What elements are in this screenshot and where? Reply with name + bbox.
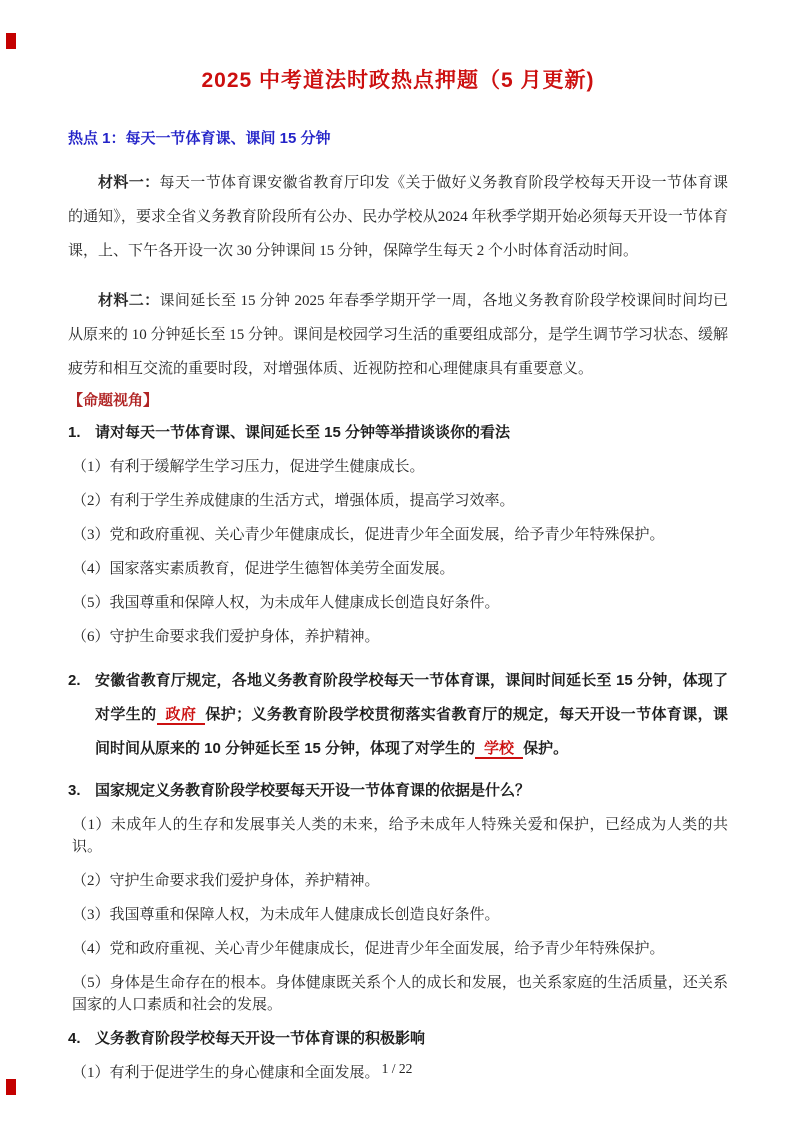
question-3-answer-1: （1）未成年人的生存和发展事关人类的未来，给予未成年人特殊关爱和保护，已经成为人类的共识。 — [72, 817, 728, 855]
question-3-number: 3. — [68, 782, 81, 799]
question-4-title: 义务教育阶段学校每天开设一节体育课的积极影响 — [95, 1030, 426, 1047]
page-edge-mark-bottom — [6, 1079, 16, 1095]
question-3-heading — [68, 780, 728, 802]
question-2-text-part-3: 保护。 — [523, 740, 569, 757]
page-number: 1 / 22 — [381, 1061, 413, 1076]
material-2-text: 课间延长至 15 分钟 2025 年春季学期开学一周，各地义务教育阶段学校课间时间均已从原来的 10 分钟延长至 15 分钟。课间是校园学习生活的重要组成部分，是学生调节学习状态、缓解疲劳和相互交流的重要时段，对增强体质、近视防控和心理健康具有重要意义。 — [68, 293, 729, 377]
question-1-answer-3: （3）党和政府重视、关心青少年健康成长，促进青少年全面发展，给予青少年特殊保护。 — [72, 527, 665, 543]
question-2-number: 2. — [68, 672, 81, 689]
question-3-answer-3: （3）我国尊重和保障人权，为未成年人健康成长创造良好条件。 — [72, 907, 500, 923]
page-content — [68, 0, 728, 1096]
question-4-answer-1: （1）有利于促进学生的身心健康和全面发展。 — [72, 1065, 380, 1081]
material-2-paragraph — [68, 284, 728, 386]
question-3-answer-2: （2）守护生命要求我们爱护身体，养护精神。 — [72, 873, 380, 889]
question-2-text-part-2: 保护；义务教育阶段学校贯彻落实省教育厅的规定，每天开设一节体育课，课间时间从原来的 10 分钟延长至 15 分钟，体现了对学生的 — [95, 706, 728, 757]
question-1-answer-6: （6）守护生命要求我们爱护身体，养护精神。 — [72, 629, 380, 645]
hotspot-heading: 热点 1：每天一节体育课、课间 15 分钟 — [68, 130, 331, 147]
question-1-answer-4: （4）国家落实素质教育，促进学生德智体美劳全面发展。 — [72, 561, 455, 577]
question-3-answer-5: （5）身体是生命存在的根本。身体健康既关系个人的成长和发展，也关系家庭的生活质量，还关系国家的人口素质和社会的发展。 — [72, 975, 728, 1013]
question-1-answer-5: （5）我国尊重和保障人权，为未成年人健康成长创造良好条件。 — [72, 595, 500, 611]
material-1-label: 材料一： — [98, 175, 160, 191]
page-title: 2025 中考道法时政热点押题（5 月更新) — [201, 69, 595, 92]
question-1-answer-2: （2）有利于学生养成健康的生活方式，增强体质，提高学习效率。 — [72, 493, 515, 509]
question-4-heading — [68, 1028, 728, 1050]
question-2-text-part-1: 安徽省教育厅规定，各地义务教育阶段学校每天一节体育课，课间时间延长至 15 分钟，体现了对学生的 — [95, 672, 728, 723]
question-2-blank-answer-2: 学校 — [475, 740, 523, 759]
page-edge-mark-top — [6, 33, 16, 49]
question-1-heading — [68, 422, 728, 444]
question-2-blank-answer-1: 政府 — [157, 706, 206, 725]
question-1-answer-1: （1）有利于缓解学生学习压力，促进学生健康成长。 — [72, 459, 425, 475]
question-1-number: 1. — [68, 424, 81, 441]
material-1-text: 每天一节体育课安徽省教育厅印发《关于做好义务教育阶段学校每天开设一节体育课的通知》，要求全省义务教育阶段所有公办、民办学校从2024 年秋季学期开始必须每天开设一节体育课，上、下午各开设一次 30 分钟课间 15 分钟，保障学生每天 2 个小时体育活动时间。 — [68, 175, 728, 259]
question-3-answer-4: （4）党和政府重视、关心青少年健康成长，促进青少年全面发展，给予青少年特殊保护。 — [72, 941, 665, 957]
question-1-title: 请对每天一节体育课、课间延长至 15 分钟等举措谈谈你的看法 — [95, 424, 511, 441]
section-heading: 【命题视角】 — [68, 392, 159, 409]
material-1-paragraph — [68, 166, 728, 268]
material-2-label: 材料二： — [98, 293, 160, 309]
question-2-paragraph — [68, 664, 728, 766]
question-3-title: 国家规定义务教育阶段学校要每天开设一节体育课的依据是什么？ — [95, 782, 531, 799]
question-4-number: 4. — [68, 1030, 81, 1047]
